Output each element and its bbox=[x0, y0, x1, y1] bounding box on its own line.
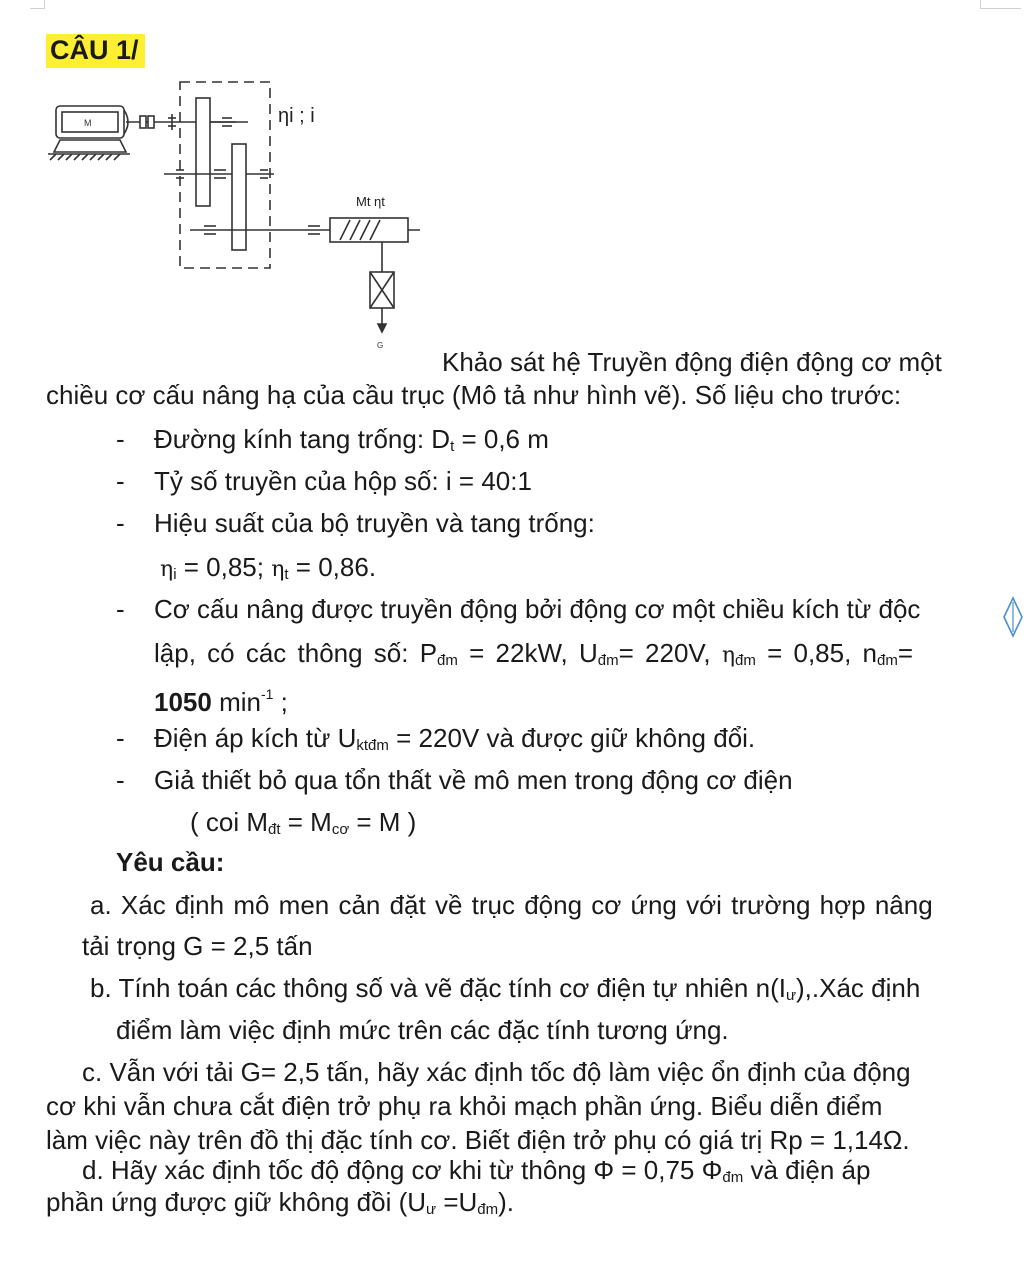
given-assumption-formula: ( coi $M_{đt} = M_{cơ} = M$ ) bbox=[190, 807, 417, 838]
given-gear-ratio: Tỷ số truyền của hộp số: i = 40:1 bbox=[154, 466, 532, 496]
intro-line-1: Khảo sát hệ Truyền động điện động cơ một bbox=[442, 347, 942, 377]
motor-icon bbox=[48, 106, 130, 160]
corner-mark-left bbox=[30, 0, 45, 9]
bullet-dash: - bbox=[116, 466, 125, 496]
given-assumption: Giả thiết bỏ qua tổn thất về mô men trong động cơ điện bbox=[154, 765, 793, 795]
side-handle-icon[interactable] bbox=[1002, 596, 1024, 638]
bullet-dash: - bbox=[116, 765, 125, 795]
requirement-b-line-1: b. Tính toán các thông số và vẽ đặc tính cơ điện tự nhiên $n(I_ư),.Xác$ định bbox=[90, 973, 921, 1004]
requirement-c-line-2: cơ khi vẫn chưa cắt điện trở phụ ra khỏi mạch phần ứng. Biểu diễn điểm bbox=[46, 1091, 883, 1121]
requirement-d-line-2: phần ứng được giữ không đồi $(U_ư =U_{đm})$. bbox=[46, 1187, 515, 1218]
requirement-a-line-1: a. Xác định mô men cản đặt về trục động cơ ứng với trường hợp nâng bbox=[90, 890, 933, 920]
requirement-d-line-1: d. Hãy xác định tốc độ động cơ khi từ thông Φ = 0,75 $\Phi_{đm}$ và điện áp bbox=[82, 1155, 871, 1186]
bullet-dash: - bbox=[116, 723, 125, 753]
intro-line-2: chiều cơ cấu nâng hạ của cầu trục (Mô tả như hình vẽ). Số liệu cho trước: bbox=[46, 380, 902, 410]
requirement-a-line-2: tải trọng G = 2,5 tấn bbox=[82, 931, 313, 961]
bullet-dash: - bbox=[116, 508, 125, 538]
question-heading: CÂU 1/ bbox=[46, 34, 145, 68]
bullet-dash: - bbox=[116, 594, 125, 624]
given-motor-line-3: 1050 $\min^{-1}$ ; bbox=[154, 686, 288, 717]
requirements-title: Yêu cầu: bbox=[116, 847, 225, 877]
bullet-dash: - bbox=[116, 424, 125, 454]
load-label: G bbox=[377, 341, 384, 350]
requirement-c-line-3: làm việc này trên đồ thị đặc tính cơ. Biết điện trở phụ có giá trị Rp = 1,14Ω. bbox=[46, 1125, 910, 1155]
given-field-voltage: Điện áp kích từ $U_{ktđm} = 220V$ và được giữ không đổi. bbox=[154, 723, 756, 754]
given-drum-diameter: Đường kính tang trống: $D_t = 0,6$ m bbox=[154, 424, 549, 455]
given-efficiency-label: Hiệu suất của bộ truyền và tang trống: bbox=[154, 508, 595, 538]
given-motor-line-1: Cơ cấu nâng được truyền động bởi động cơ một chiều kích từ độc bbox=[154, 594, 921, 624]
gearbox-label: ηi ; i bbox=[278, 105, 315, 127]
given-efficiency-values: $\eta_i = 0,85$; $\eta_t = 0,86$. bbox=[160, 552, 377, 583]
requirement-b-line-2: điểm làm việc định mức trên các đặc tính tương ứng. bbox=[116, 1015, 729, 1045]
requirement-c-line-1: c. Vẫn với tải G= 2,5 tấn, hãy xác định tốc độ làm việc ổn định của động bbox=[82, 1057, 911, 1087]
corner-mark-right bbox=[980, 0, 1021, 9]
drum-label: Mt ηt bbox=[356, 194, 385, 209]
hoist-diagram bbox=[40, 72, 420, 362]
given-motor-line-2: lập, có các thông số: $P_{đm} = 22kW$, $U_{đm}= 220V$, $\eta_{đm} = 0,85$, $n_{đm}=$ bbox=[154, 638, 914, 669]
motor-label: M bbox=[84, 118, 92, 128]
